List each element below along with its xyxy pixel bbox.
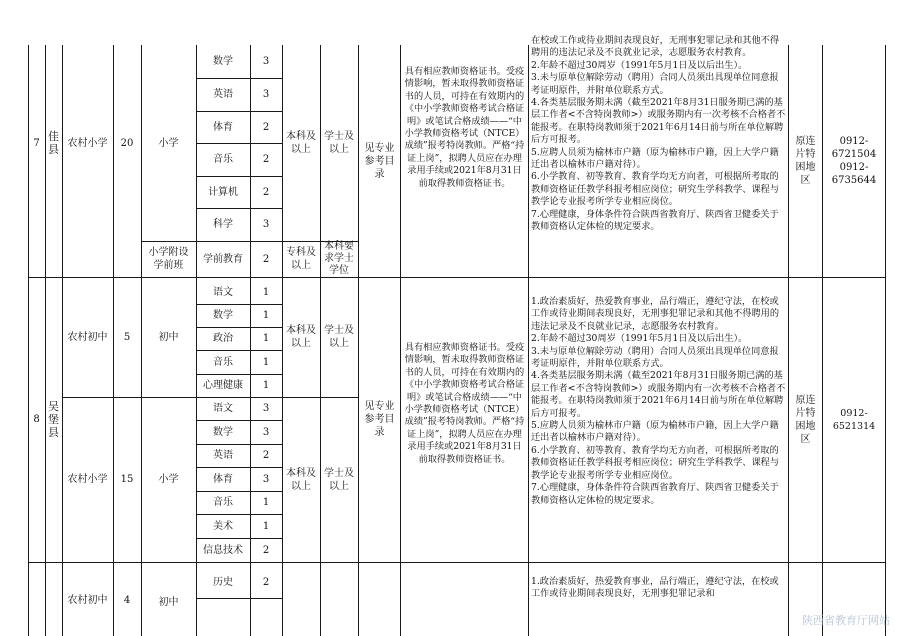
education-requirement: 本科及以上 xyxy=(286,325,316,349)
subject-name: 音乐 xyxy=(213,356,233,368)
contact-phone: 0912-6521314 xyxy=(832,407,876,432)
certificate-requirement: 具有相应教师资格证书。受疫情影响，暂未取得教师资格证书的人员，可持在有效期内的《中小学教师资格考试合格证明》或笔试合格成绩——“中小学教师资格考试（NTCE）成绩”报考特岗教师。严格“持证上岗”，拟聘人员应在办理录用手续或2021年8月31日前取得教师资格证书。 xyxy=(404,342,525,465)
subject-count: 1 xyxy=(262,310,270,321)
subject-name: 心理健康 xyxy=(203,380,243,391)
subject-name: 英语 xyxy=(213,89,233,100)
subject-count: 2 xyxy=(262,450,270,461)
subject-name: 音乐 xyxy=(213,497,233,508)
subject-name: 数学 xyxy=(213,310,233,321)
major-reference: 见专业参考目录 xyxy=(364,142,395,180)
certificate-requirement: 具有相应教师资格证书。受疫情影响，暂未取得教师资格证书的人员，可持在有效期内的《中小学教师资格考试合格证明》或笔试合格成绩——“中小学教师资格考试（NTCE）成绩”报考特岗教师。严格“持证上岗”，拟聘人员应在办理录用手续或2021年8月31日前取得教师资格证书。 xyxy=(404,66,525,189)
subject-name: 体育 xyxy=(213,473,233,485)
total-count: 5 xyxy=(123,331,131,343)
subject-count: 3 xyxy=(262,426,270,438)
school-stage: 小学 xyxy=(158,137,179,149)
subject-name: 美术 xyxy=(213,520,233,532)
school-stage: 小学 xyxy=(158,474,179,485)
total-count: 4 xyxy=(123,594,131,606)
subject-name: 历史 xyxy=(213,576,233,588)
subject-name: 政治 xyxy=(213,333,233,344)
degree-requirement: 学士及以上 xyxy=(324,325,354,349)
contact-phone: 0912-6721504 0912-6735644 xyxy=(831,136,877,186)
degree-requirement: 学士及以上 xyxy=(324,131,354,155)
application-requirements: 1.政治素质好，热爱教育事业，品行端正，遵纪守法，在校或工作或待业期间表现良好，无刑事犯罪记录和其他不得聘用的违法记录及不良就业记录，志愿服务农村教育。 2.年龄不超过30周岁（1991年5月1日及以后出生）。 3.未与原单位解除劳动（聘用）合同人员须出具现单位同意报考证明原件，并附单位联系方式。 4.各类基层服务期未满（截至2021年8月31日服务期已满的基层工作者<不含特岗教师>）或服务期内有一次考核不合格者不能报考。在职特岗教师须于2021年6月14日前与所在单位解聘后方可报考。 5.应聘人员须为榆林市户籍（原为榆林市户籍，因上大学户籍迁出者以榆林市户籍对待）。 6.小学教育、初等教育、教育学均无方向者，可根据所考取的教师资格证任教学科报考相应岗位；研究生学科教学、课程与教学论专业报考所学专业相应岗位。 7.心理健康，身体条件符合陕西省教育厅、陕西省卫健委关于教师资格认定体检的规定要求。 xyxy=(531,296,786,506)
subject-count: 3 xyxy=(262,56,270,67)
subject-count: 2 xyxy=(262,186,270,198)
region-type: 原连片特困地区 xyxy=(795,136,816,186)
grid-line xyxy=(885,45,886,636)
county-name: 佳县 xyxy=(48,130,59,156)
subject-count: 1 xyxy=(262,287,270,298)
subject-name: 信息技术 xyxy=(203,544,243,556)
preschool-education: 专科及以上 xyxy=(286,247,316,271)
subject-name: 科学 xyxy=(213,219,233,230)
education-requirement: 本科及以上 xyxy=(286,131,316,155)
school-stage: 初中 xyxy=(158,596,179,608)
subject-name: 音乐 xyxy=(213,154,233,165)
unit-type: 农村初中 xyxy=(67,331,108,343)
subject-count: 1 xyxy=(262,520,270,532)
unit-type: 农村初中 xyxy=(67,594,108,606)
grid-line xyxy=(196,598,282,599)
education-requirement: 本科及以上 xyxy=(286,467,316,492)
subject-name: 英语 xyxy=(213,450,233,461)
subject-name: 数学 xyxy=(213,56,233,67)
application-requirements: 1.政治素质好，热爱教育事业，品行端正，遵纪守法，在校或工作或待业期间表现良好，无刑事犯罪记录和 xyxy=(531,576,779,600)
subject-count: 2 xyxy=(262,154,270,165)
seq-number: 8 xyxy=(33,414,40,425)
county-name: 吴堡县 xyxy=(48,400,59,439)
subject-count: 3 xyxy=(262,219,270,230)
subject-count: 3 xyxy=(262,89,270,100)
region-type: 原连片特困地区 xyxy=(795,394,816,445)
subject-name: 计算机 xyxy=(208,186,238,198)
degree-requirement: 学士及以上 xyxy=(324,467,354,492)
school-stage: 初中 xyxy=(158,331,179,343)
subject-count: 2 xyxy=(262,544,270,556)
subject-count: 3 xyxy=(262,473,270,485)
subject-name: 语文 xyxy=(213,403,233,414)
major-reference: 见专业参考目录 xyxy=(364,401,395,438)
subject-count: 1 xyxy=(262,380,270,391)
subject-name: 语文 xyxy=(213,287,233,298)
subject-name: 数学 xyxy=(213,426,233,438)
grid-line xyxy=(528,45,529,636)
watermark: 陕西省教育厅网站 xyxy=(802,614,890,627)
subject-count: 2 xyxy=(262,576,270,588)
preschool-stage: 小学附设学前班 xyxy=(148,247,189,271)
subject-count: 2 xyxy=(262,121,270,133)
subject-count: 1 xyxy=(262,333,270,344)
subject-count: 3 xyxy=(262,403,270,414)
total-count: 20 xyxy=(120,137,134,149)
unit-type: 农村小学 xyxy=(67,474,108,485)
subject-count: 1 xyxy=(262,356,270,368)
grid-line xyxy=(28,562,886,563)
unit-type: 农村小学 xyxy=(67,137,108,149)
total-count: 15 xyxy=(120,474,134,485)
application-requirements: 在校或工作或待业期间表现良好，无刑事犯罪记录和其他不得聘用的违法记录及不良就业记录，志愿服务农村教育。 2.年龄不超过30周岁（1991年5月1日及以后出生）。 3.未与原单位解除劳动（聘用）合同人员须出具现单位同意报考证明原件，并附单位联系方式。 4.各类基层服务期未满（截至2021年8月31日服务期已满的基层工作者<不含特岗教师>）或服务期内有一次考核不合格者不能报考。在职特岗教师须于2021年6月14日前与所在单位解聘后方可报考。 5.应聘人员须为榆林市户籍（原为榆林市户籍，因上大学户籍迁出者以榆林市户籍对待）。 6.小学教育、初等教育、教育学均无方向者，可根据所考取的教师资格证任教学科报考相应岗位；研究生学科教学、课程与教学论专业报考所学专业相应岗位。 7.心理健康，身体条件符合陕西省教育厅、陕西省卫健委关于教师资格认定体检的规定要求。 xyxy=(531,35,786,233)
subject-count: 1 xyxy=(262,497,270,508)
subject-name: 体育 xyxy=(213,121,233,133)
preschool-degree: 本科要求学士学位 xyxy=(324,241,354,276)
preschool-subject: 学前教育 xyxy=(203,253,243,265)
preschool-count: 2 xyxy=(262,253,270,265)
grid-line xyxy=(400,45,401,636)
seq-number: 7 xyxy=(33,137,40,149)
